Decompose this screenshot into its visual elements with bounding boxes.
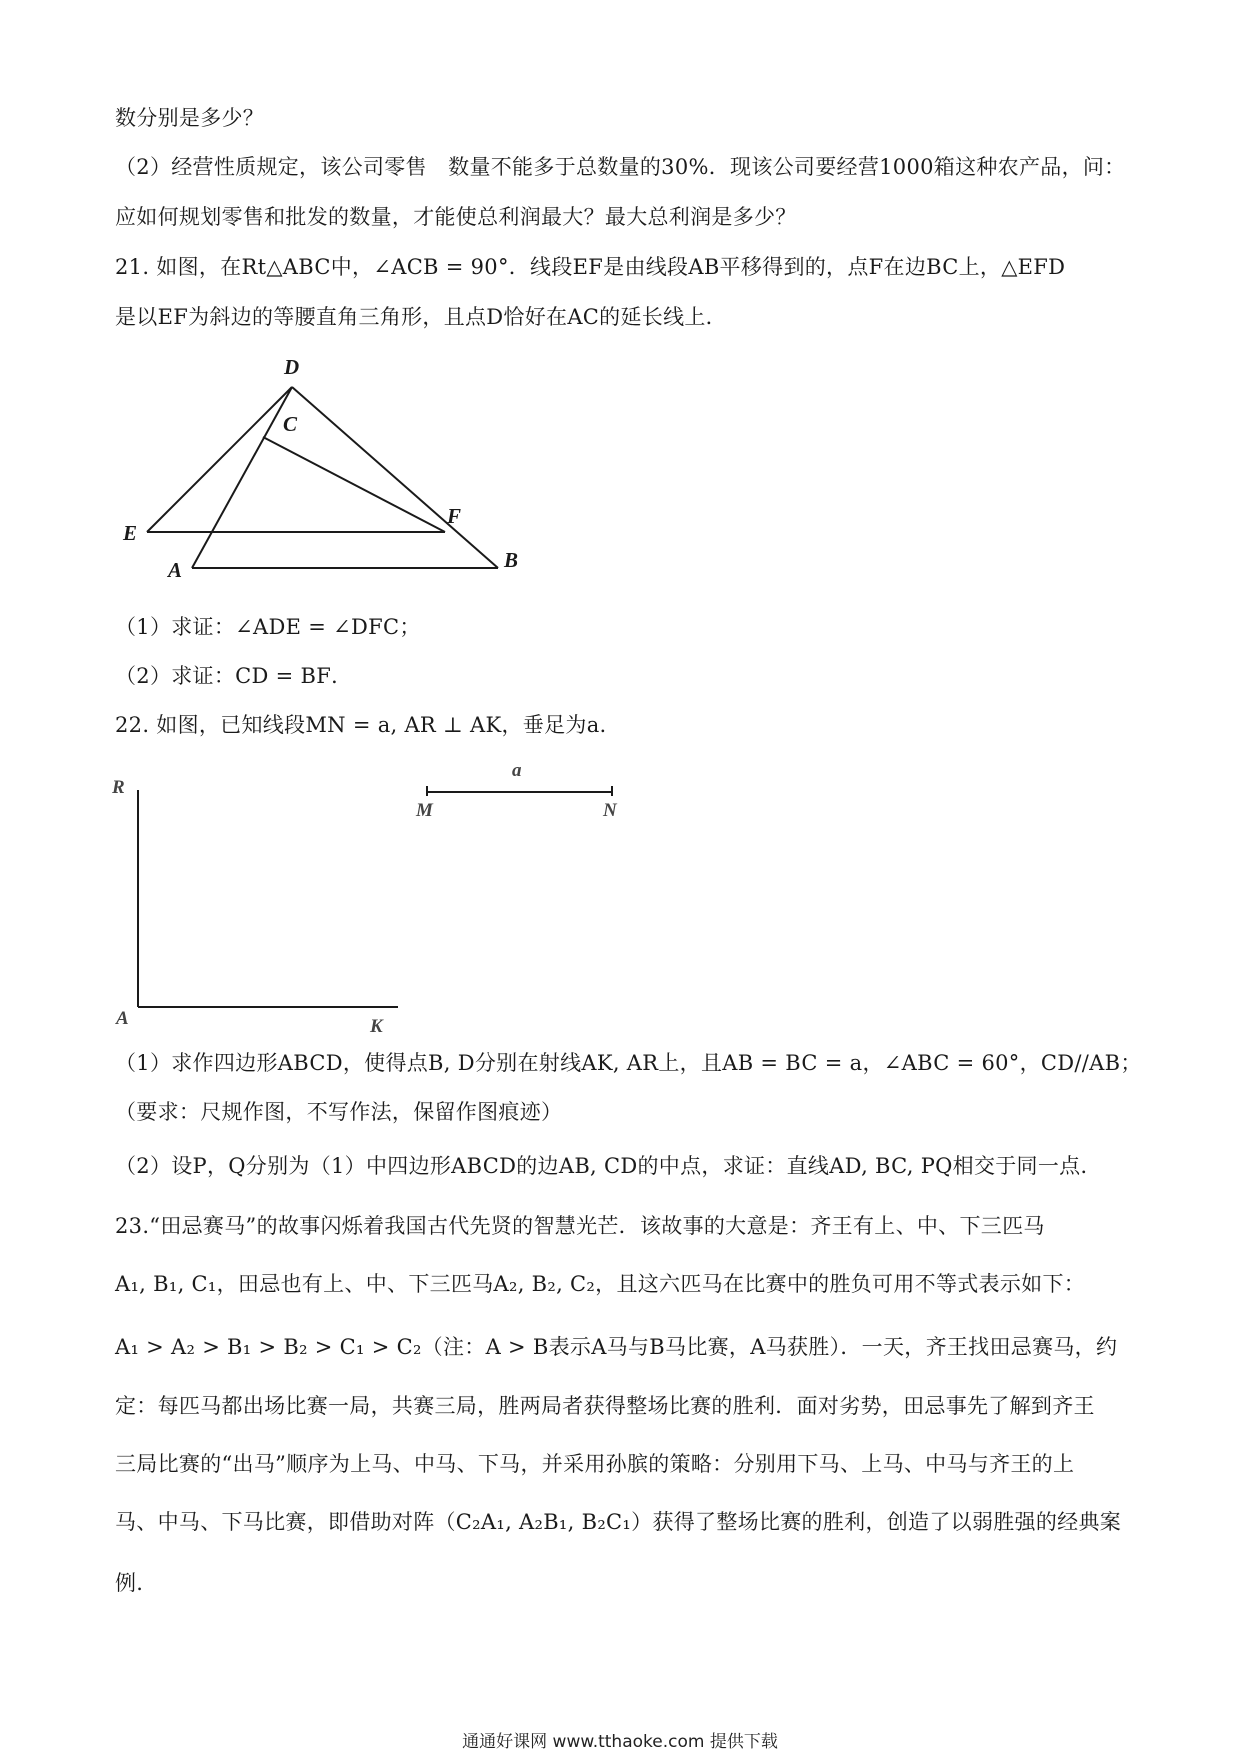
label-b: B — [504, 548, 519, 572]
problem-22-requirement: （要求：尺规作图，不写作法，保留作图痕迹） — [115, 1100, 563, 1124]
problem-21-line-1: 21. 如图，在Rt△ABC中，∠ACB = 90°．线段EF是由线段AB平移得到的，点F在边BC上，△EFD — [115, 255, 1066, 279]
problem-23-line-6: 马、中马、下马比赛，即借助对阵（C₂A₁, A₂B₁, B₂C₁）获得了整场比赛的胜利，创造了以弱胜强的经典案 — [115, 1510, 1122, 1534]
figure-21-triangle — [115, 355, 535, 585]
label-n: N — [603, 800, 617, 821]
label-f: F — [447, 504, 462, 528]
label-a2: A — [116, 1008, 129, 1029]
segment-db — [292, 387, 498, 568]
problem-23-line-5: 三局比赛的“出马”顺序为上马、中马、下马，并采用孙膑的策略：分别用下马、上马、中马与齐王的上 — [115, 1452, 1075, 1476]
problem-22-line-1: 22. 如图，已知线段MN = a, AR ⊥ AK，垂足为a. — [115, 713, 607, 737]
problem-23-line-7: 例. — [115, 1571, 144, 1595]
segment-cf — [263, 437, 445, 532]
figure-22-right-angle — [100, 760, 720, 1040]
text-line-3: 应如何规划零售和批发的数量，才能使总利润最大？最大总利润是多少？ — [115, 205, 797, 229]
problem-21-line-2: 是以EF为斜边的等腰直角三角形，且点D恰好在AC的延长线上． — [115, 305, 727, 329]
label-m: M — [416, 800, 433, 821]
problem-21-part-1: （1）求证：∠ADE = ∠DFC； — [115, 615, 421, 639]
problem-21-part-2: （2）求证：CD = BF． — [115, 664, 353, 688]
segment-da — [192, 387, 292, 568]
label-d: D — [284, 355, 300, 379]
segment-de — [147, 387, 292, 532]
label-length-a: a — [512, 760, 522, 781]
label-c: C — [283, 412, 298, 436]
problem-23-line-2: A₁, B₁, C₁，田忌也有上、中、下三匹马A₂, B₂, C₂，且这六匹马在比赛中的胜负可用不等式表示如下： — [115, 1272, 1086, 1296]
label-k: K — [370, 1016, 383, 1037]
label-r: R — [112, 777, 125, 798]
label-a: A — [168, 558, 183, 582]
problem-23-line-1: 23.“田忌赛马”的故事闪烁着我国古代先贤的智慧光芒．该故事的大意是：齐王有上、中、下三匹马 — [115, 1214, 1045, 1238]
page-footer: 通通好课网 www.tthaoke.com 提供下载 — [462, 1732, 778, 1752]
text-line-2: （2）经营性质规定，该公司零售 数量不能多于总数量的30%．现该公司要经营1000箱这种农产品，问： — [115, 155, 1126, 179]
problem-23-line-3: A₁ > A₂ > B₁ > B₂ > C₁ > C₂（注：A > B表示A马与B马比赛，A马获胜）．一天，齐王找田忌赛马，约 — [115, 1335, 1118, 1359]
label-e: E — [123, 521, 138, 545]
text-line-1: 数分别是多少？ — [115, 106, 265, 130]
problem-23-line-4: 定：每匹马都出场比赛一局，共赛三局，胜两局者获得整场比赛的胜利．面对劣势，田忌事先了解到齐王 — [115, 1394, 1095, 1418]
problem-22-part-1: （1）求作四边形ABCD，使得点B, D分别在射线AK, AR上，且AB = BC = a，∠ABC = 60°，CD//AB； — [115, 1051, 1142, 1075]
problem-22-part-2: （2）设P，Q分别为（1）中四边形ABCD的边AB, CD的中点，求证：直线AD, BC, PQ相交于同一点． — [115, 1154, 1102, 1178]
